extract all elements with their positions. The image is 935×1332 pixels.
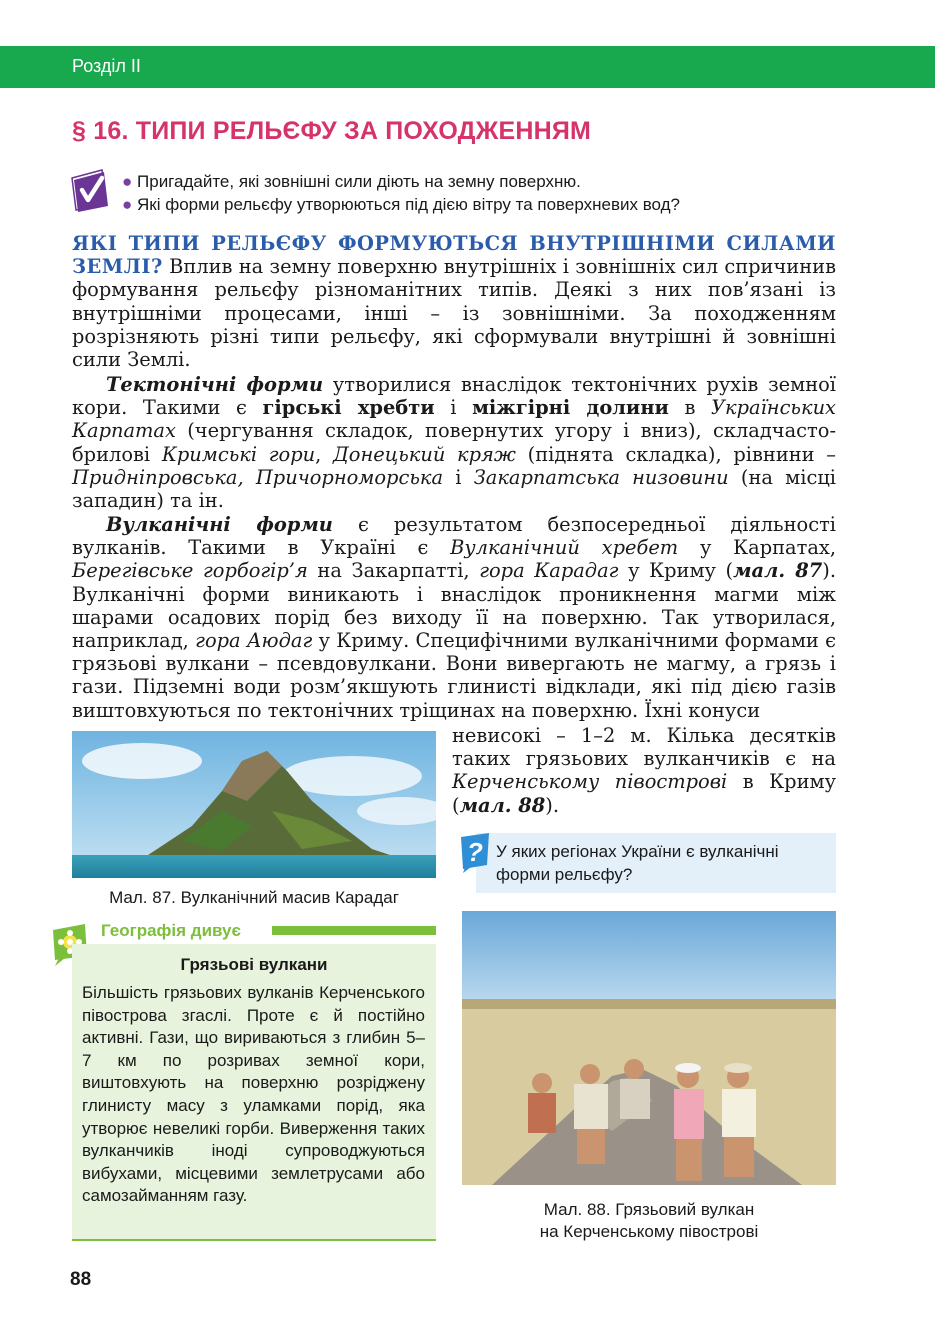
mud-volcano-photo (462, 911, 836, 1185)
section-heading: ЯКІ ТИПИ РЕЛЬЄФУ ФОРМУЮТЬСЯ ВНУТРІШНІМИ СИЛАМИ ЗЕМЛІ? (72, 232, 836, 279)
checkmark-icon (70, 168, 112, 214)
paragraph-mud-volcanoes: невисокі – 1–2 м. Кілька десятків таких грязьових вулканчиків є на Керченському півострові в Криму (мал. 88). (452, 724, 836, 817)
page-title: § 16. ТИПИ РЕЛЬЄФУ ЗА ПОХОДЖЕННЯМ (72, 117, 592, 145)
geography-wonder-label: Географія дивує (101, 921, 241, 940)
question-item: ● Пригадайте, які зовнішні сили діють на земну поверхню. (122, 172, 581, 191)
section-label: Розділ ІІ (72, 56, 141, 76)
review-questions (122, 170, 680, 216)
bullet-icon: ● (122, 195, 133, 214)
question-box-text: У яких регіонах України є вулканічні форми рельєфу? (496, 842, 779, 884)
question-icon (457, 831, 493, 873)
paragraph-volcanic: Вулканічні форми є результатом безпосередньої діяльності вулканів. Такими в Україні є Вулканічний хребет у Карпатах, Берегівське горбогір’я на Закарпатті, гора Карадаг у Криму (мал. 87). Вулканічні форми виникають і внаслідок проникнення магми між шарами осадових порід без виходу її на поверхню. Так утворилася, наприклад, гора Аюдаг у Криму. Специфічними вулканічними формами є грязьові вулкани – псевдовулкани. Вони вивергають не магму, а грязь і гази. Підземні води розм’якшують глинисті відклади, які під дією газів виштовхуються по тектонічних тріщинах на поверхню. Їхні конуси (72, 513, 837, 722)
paragraph-tectonic: Тектонічні форми утворилися внаслідок тектонічних рухів земної кори. Такими є гірські хребти і міжгірні долини в Українських Карпатах (чергування складок, повернутих угору і вниз), складчасто-брилові Кримські гори, Донецький кряж (піднята складка), рівнини – Придніпровська, Причорноморська і Закарпатська низовини (на місці западин) та ін. (72, 373, 836, 513)
page-number: 88 (70, 1269, 92, 1290)
section-header-bar (0, 46, 935, 88)
karadag-photo (72, 731, 436, 878)
bullet-icon: ● (122, 172, 133, 191)
geography-wonder-box-title: Грязьові вулкани (180, 955, 328, 974)
figure-87-caption: Мал. 87. Вулканічний масив Карадаг (109, 888, 399, 907)
question-item: ● Які форми рельєфу утворюються під дією вітру та поверхневих вод? (122, 195, 681, 214)
geography-wonder-box-text: Більшість грязьових вулканів Керченського півострова згаслі. Проте є й постійно активні. Гази, що вириваються з глибин 5–7 км по розривах земної кори, виштовхують на поверхню розріджену глинисту масу з уламками порід, яка утворює невеликі горби. Виверження таких вулканчиків іноді супроводжуються вибухами, місцевими землетрусами або самозайманням газу. (82, 983, 425, 1206)
geography-wonder-divider (272, 926, 436, 935)
geography-wonder-bottom-line (72, 1239, 436, 1241)
paragraph-intro: ЯКІ ТИПИ РЕЛЬЄФУ ФОРМУЮТЬСЯ ВНУТРІШНІМИ СИЛАМИ ЗЕМЛІ? Вплив на земну поверхню внутрішніх і зовнішніх сил спричинив формування рельєфу різноманітних типів. Деякі з них пов’язані із внутрішніми процесами, інші – із зовнішніми. За походженням розрізняють різні типи рельєфу, які сформували внутрішні й зовнішні сили Землі. (72, 232, 836, 372)
svg-text:?: ? (467, 837, 483, 867)
figure-88-caption: Мал. 88. Грязьовий вулкан на Керченському півострові (539, 1200, 759, 1241)
